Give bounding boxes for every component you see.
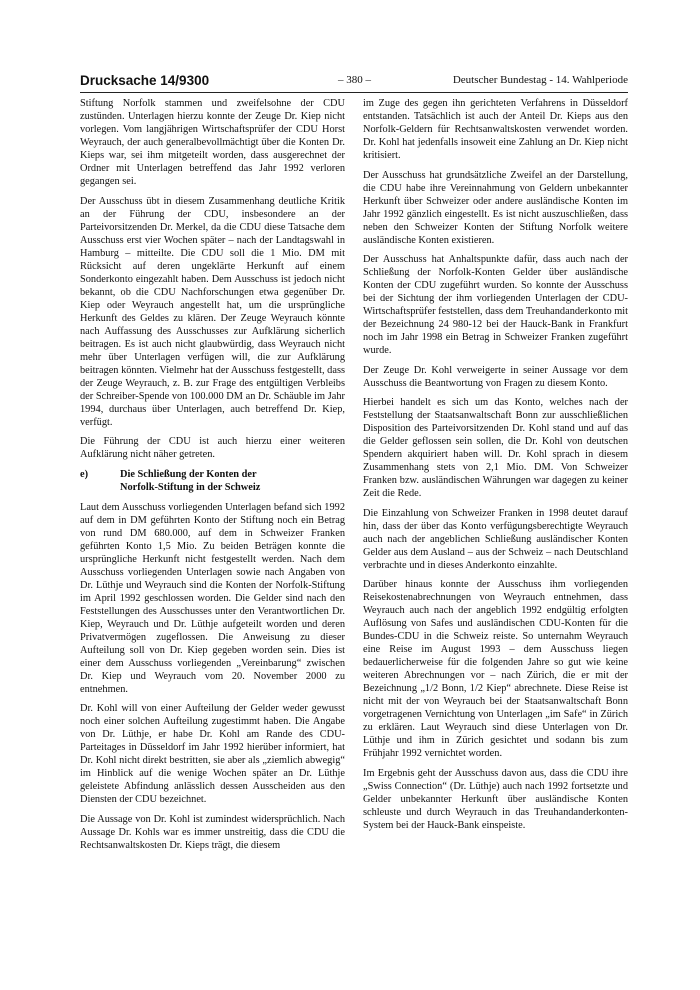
header-rule — [80, 92, 628, 93]
paragraph: Laut dem Ausschuss vorliegenden Unterlagen befand sich 1992 auf dem in DM geführten Konto der Stiftung noch ein Betrag von rund DM 680.000, auf dem in Schweizer Franken geführten Konto 1,5 Mio. Zu beiden Beträgen konnte die ursprüngliche Herkunft nicht festgestellt werden. Nach dem Ausschuss vorliegenden Unterlagen sowie nach Angaben von Dr. Lüthje und Weyrauch sind die Konten der Norfolk-Stiftung im April 1992 geschlossen worden. Die Gelder sind nach den Feststellungen des Ausschusses unter den Verantwortlichen Dr. Kiep, Weyrauch und Dr. Lüthje aufgeteilt worden und deren Privatvermögen zugeflossen. Die Anweisung zu dieser Aufteilung soll von Dr. Kiep gegeben worden sein. Dies ist einer dem Ausschuss vorliegenden „Vereinbarung“ zwischen Dr. Kiep und Weyrauch vom 20. November 2000 zu entnehmen. — [80, 501, 345, 695]
paragraph: Darüber hinaus konnte der Ausschuss ihm vorliegenden Reisekostenabrechnungen von Weyrauch entnehmen, dass Weyrauch auch nach der angeblich 1992 endgültig erfolgten Auflösung von Safes und ausländischen CDU-Konten für die Bundes-CDU in die Schweiz reiste. So unternahm Weyrauch eine Reise im August 1993 – dem Ausschuss liegen bedauerlicherweise für die folgenden Jahre so gut wie keine weiteren Abrechnungen vor – nach Zürich, die er mit der Bezeichnung „1/2 Bonn, 1/2 Kiep“ abrechnete. Diese Reise ist nicht mit der von Weyrauch bei der Staatsanwaltschaft Bonn vorgetragenen Vernichtung von Unterlagen „im Safe“ in Zürich zu erklären. Laut Weyrauch sind diese Unterlagen von Dr. Lüthje und ihm in Zürich gesichtet und sodann bis zum Frühjahr 1992 vernichtet worden. — [363, 579, 628, 759]
section-title-line: Norfolk-Stiftung in der Schweiz — [120, 481, 261, 493]
paragraph: Der Zeuge Dr. Kohl verweigerte in seiner Aussage vor dem Ausschuss die Beantwortung von Fragen zu diesem Konto. — [363, 364, 628, 389]
page-header — [80, 73, 628, 91]
right-column — [363, 97, 628, 838]
paragraph: im Zuge des gegen ihn gerichteten Verfahrens in Düsseldorf entstanden. Tatsächlich ist auch der Anteil Dr. Kieps aus den Norfolk-Geldern für Rechtsanwaltskosten verwendet worden. Dr. Kohl hat jedenfalls insoweit eine Zahlung an Dr. Kiep nicht kritisiert. — [363, 98, 628, 161]
document-number: Drucksache 14/9300 — [80, 73, 210, 88]
paragraph: Die Führung der CDU ist auch hierzu einer weiteren Aufklärung nicht näher getreten. — [80, 436, 345, 460]
publisher-label: Deutscher Bundestag - 14. Wahlperiode — [452, 74, 628, 86]
paragraph: Die Aussage von Dr. Kohl ist zumindest widersprüchlich. Nach Aussage Dr. Kohls war es immer unstreitig, dass die CDU die Rechtsanwaltskosten Dr. Kieps trägt, die diesem — [80, 813, 345, 851]
paragraph: Der Ausschuss hat grundsätzliche Zweifel an der Darstellung, die CDU habe ihre Vereinnahmung von Geldern unbekannter Herkunft über Schweizer oder andere ausländische Konten im Jahr 1992 gänzlich eingestellt. Es ist nicht auszuschließen, dass neben den Schweizer Konten der Stiftung Norfolk weitere ausländische Konten existieren. — [363, 169, 628, 246]
paragraph: Hierbei handelt es sich um das Konto, welches nach der Feststellung der Staatsanwaltschaft Bonn zur ausschließlichen Disposition des Parteivorsitzenden Dr. Kohl stand und auf das die Gelder geflossen sein sollen, die Dr. Kohl von deutschen Spendern akquiriert haben will. Dr. Kohl sprach in diesem Zusammenhang stets von 2,1 Mio. DM. Von Schweizer Franken bzw. ausländischen Währungen war dagegen zu keiner Zeit die Rede. — [363, 397, 628, 499]
paragraph: Die Einzahlung von Schweizer Franken in 1998 deutet darauf hin, dass der über das Konto verfügungsberechtigte Weyrauch auch nach der angeblichen Schließung ausländischer Konten Gelder aus dem Ausland – aus der Schweiz – nach Deutschland verbrachte und in dieses Anderkonto einzahlte. — [363, 507, 628, 571]
left-column — [80, 97, 345, 858]
paragraph: Stiftung Norfolk stammen und zweifelsohne der CDU zustünden. Unterlagen hierzu konnte der Zeuge Dr. Kiep nicht vorlegen. Vom langjährigen Wirtschaftsprüfer der CDU Horst Weyrauch, der auch generalbevollmächtigt über die Konten Dr. Kieps war, sei ihm mitgeteilt worden, dass ausgerechnet der Ordner mit Unterlagen betreffend das Jahr 1992 verloren gegangen sei. — [80, 98, 345, 187]
paragraph: Der Ausschuss hat Anhaltspunkte dafür, dass auch nach der Schließung der Norfolk-Konten Gelder über ausländische Konten der CDU zugeführt wurden. So konnte der Ausschuss bei der Sichtung der ihm vorliegenden Unterlagen der CDU-Wirtschaftsprüfer feststellen, dass dem Treuhandanderkonto mit der Bezeichnung 24 980-12 bei der Hauck-Bank in Frankfurt noch im Jahr 1998 ein Betrag in Schweizer Franken zugeführt wurde. — [363, 254, 629, 356]
section-letter: e) — [80, 468, 89, 480]
section-title — [120, 468, 345, 494]
paragraph: Der Ausschuss übt in diesem Zusammenhang deutliche Kritik an der Führung der CDU, insbesondere an der Parteivorsitzenden Dr. Merkel, da die CDU diese Tatsache dem Ausschuss erst vier Wochen später – nach der Landtagswahl in Hamburg – mitteilte. Die CDU soll die 1 Mio. DM mit Rücksicht auf deren ungeklärte Herkunft auf einem Sonderkonto eingezahlt haben. Dem Ausschuss ist jedoch nicht bekannt, ob die CDU Nachforschungen etwa gegenüber Dr. Kiep oder Weyrauch angestellt hat, um die ursprüngliche Herkunft des Geldes zu klären. Der Zeuge Weyrauch könnte nach Auffassung des Ausschusses zur Aufklärung sicherlich beitragen. Es ist auch nicht glaubwürdig, dass Weyrauch nicht mehr über Unterlagen verfügen will, die zur Aufklärung beitragen könnten. Vielmehr hat der Ausschuss festgestellt, dass der Zeuge Weyrauch, z. B. zur Frage des entgültigen Verbleibs der Schreiber-Spende von 100.000 DM an Dr. Schäuble im Jahr 1994, durchaus über Unterlagen, auch betreffend Dr. Kiep, verfügt. — [80, 195, 345, 428]
paragraph: Dr. Kohl will von einer Aufteilung der Gelder weder gewusst noch einer solchen Aufteilung zugestimmt haben. Die Angabe von Dr. Lüthje, er habe Dr. Kohl am Rande des CDU-Parteitages in Düsseldorf im Jahr 1992 hierüber informiert, hat Dr. Kohl nicht direkt bestritten, sie aber als „ziemlich abwegig“ im Hinblick auf die wenige Wochen später an Dr. Lüthje geleistete Abfindung anlässlich dessen Ausscheiden aus den Diensten der CDU bezeichnet. — [80, 703, 345, 805]
section-title-line: Die Schließung der Konten der — [120, 468, 257, 480]
page-number: – 380 – — [338, 74, 371, 86]
section-heading — [80, 468, 345, 494]
paragraph: Im Ergebnis geht der Ausschuss davon aus, dass die CDU ihre „Swiss Connection“ (Dr. Lüthje) auch nach 1992 fortsetzte und Gelder unbekannter Herkunft über ausländische Konten schleuste und durch Weyrauch in das Treuhandanderkonten-System bei der Hauck-Bank einspeiste. — [363, 767, 628, 831]
